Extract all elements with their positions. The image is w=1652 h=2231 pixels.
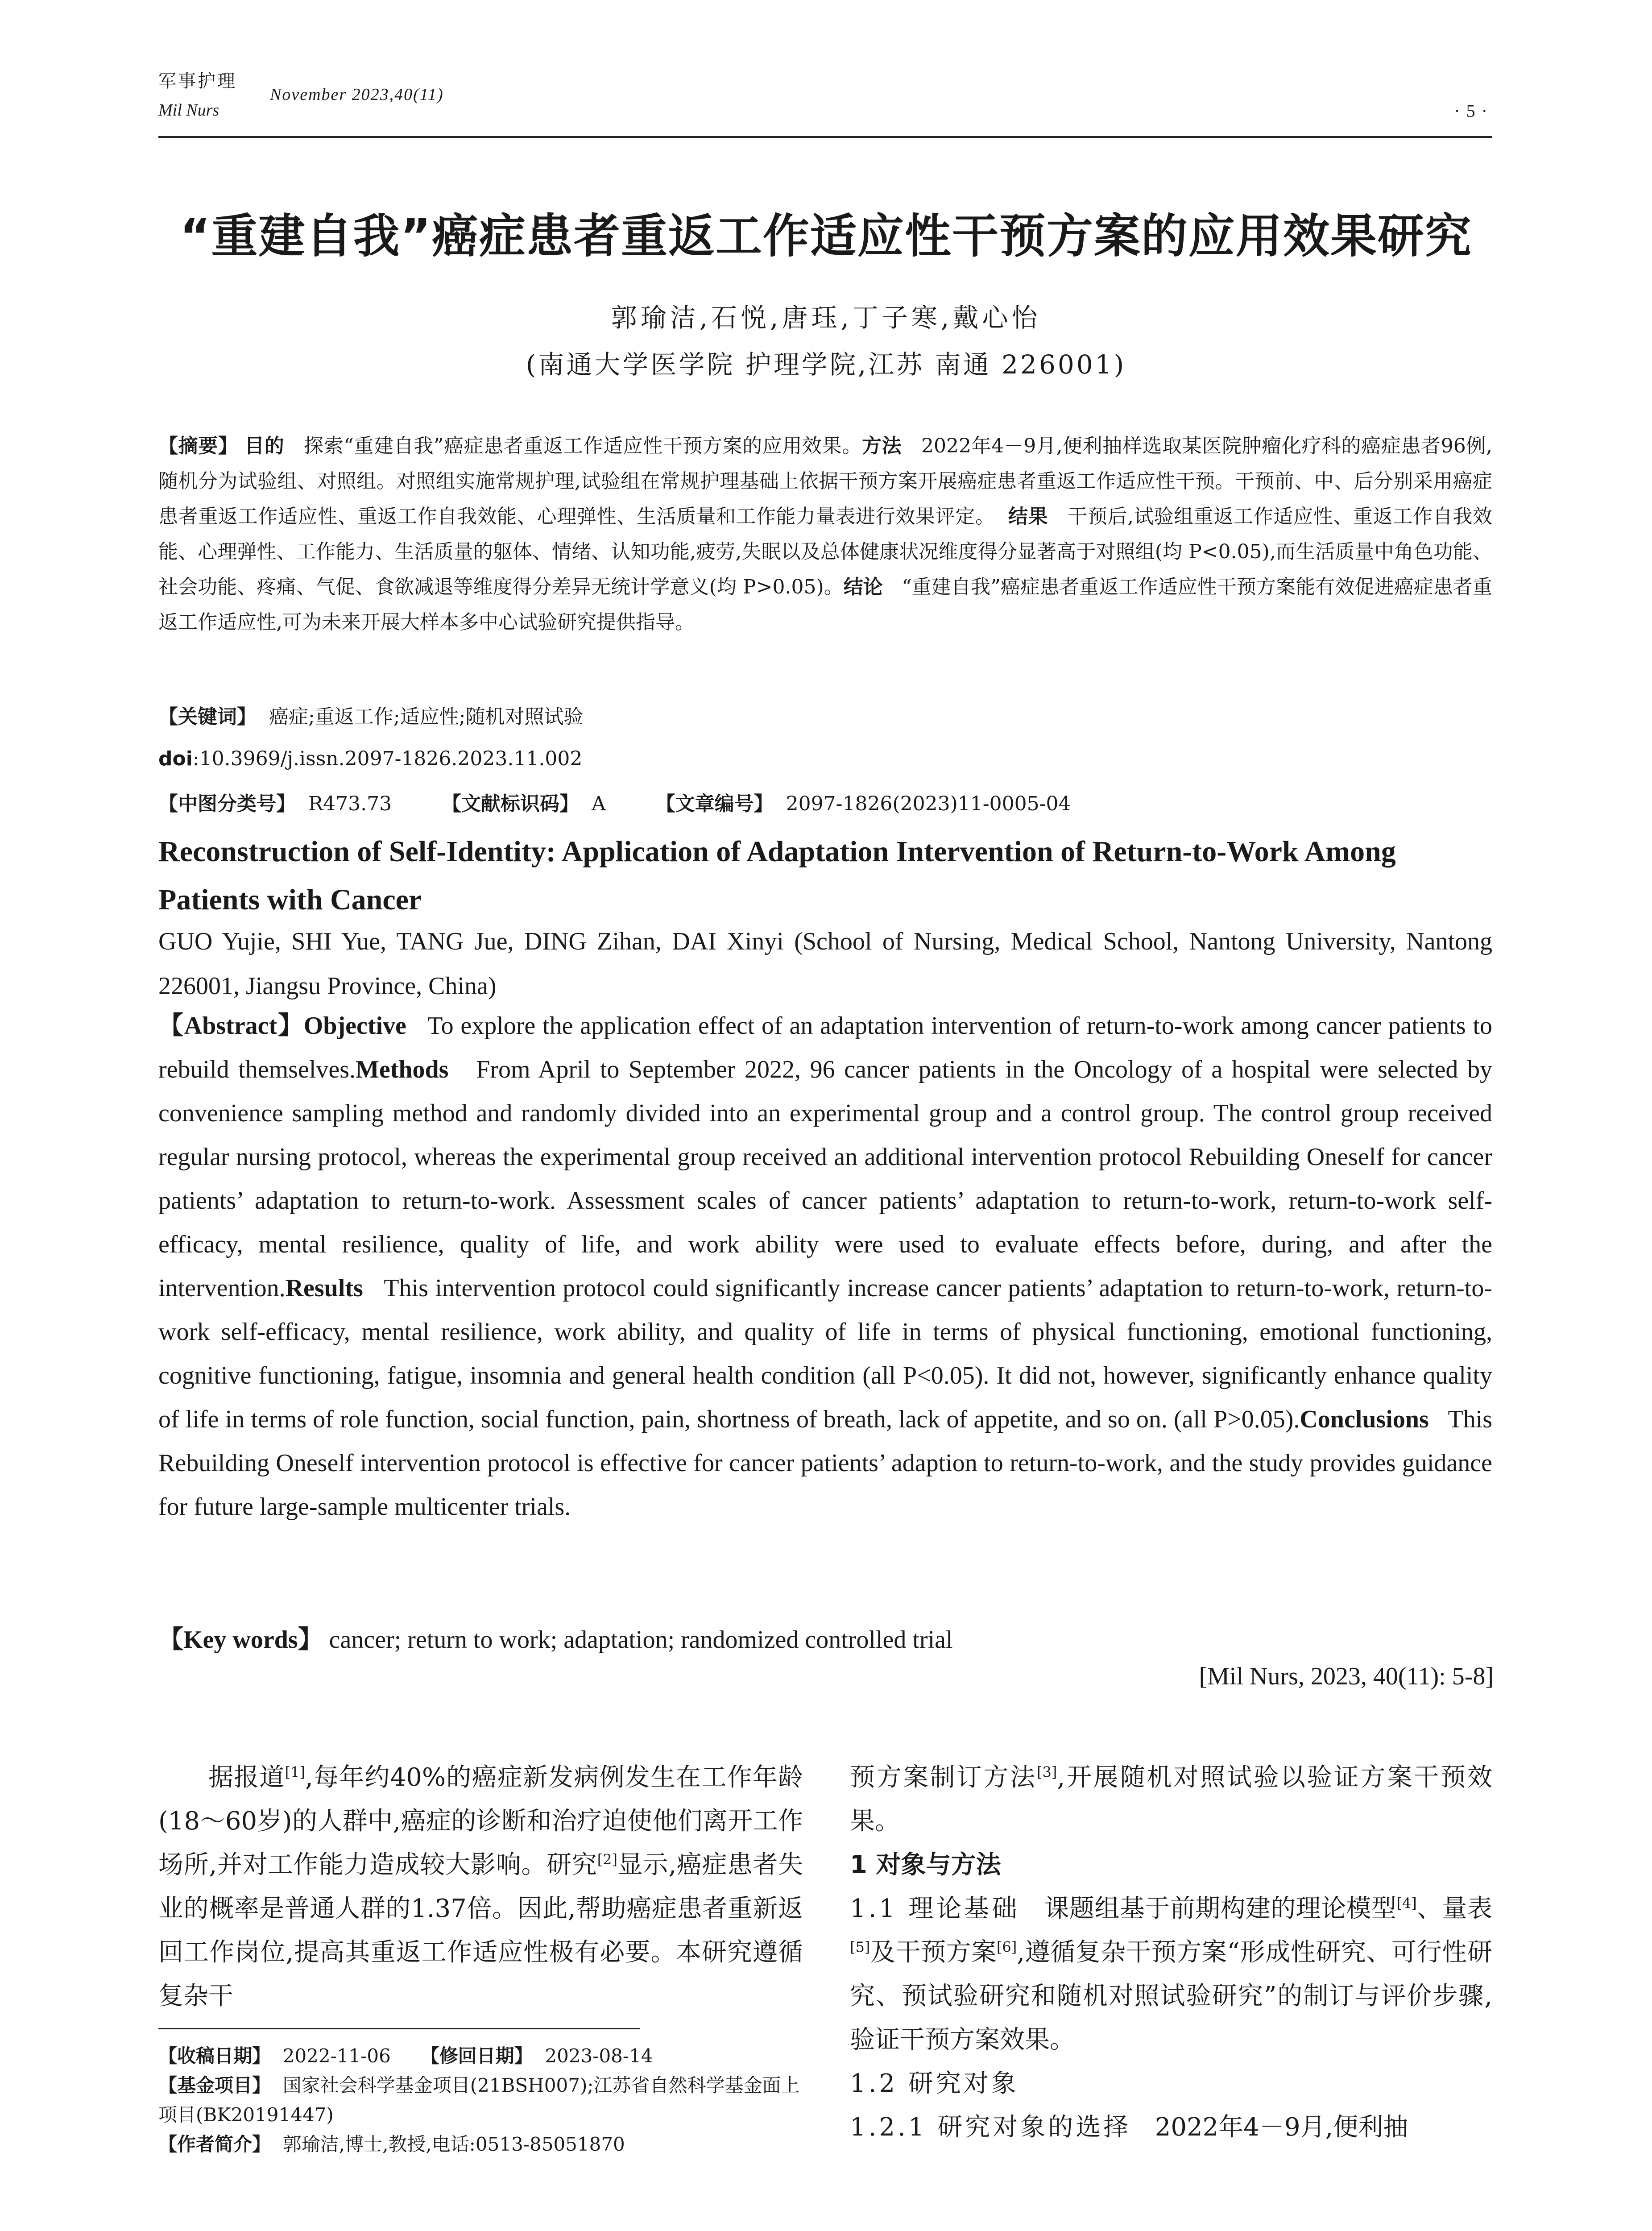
reference-6: [6] [996, 1938, 1017, 1956]
body-text: 显示,癌症患者失业的概率是普通人群的1.37倍。因此,帮助癌症患者重新返回工作岗位,提高其重返工作适应性极有必要。本研究遵循复杂干 [158, 1850, 803, 2011]
header-rule [158, 136, 1492, 138]
article-no-label: 【文章编号】 [655, 792, 774, 815]
section-heading: 1 对象与方法 [850, 1850, 1001, 1879]
authors-en: GUO Yujie, SHI Yue, TANG Jue, DING Zihan, DAI Xinyi (School of Nursing, Medical School, Nantong University, Nantong 226001, Jiangsu Province, China) [158, 928, 1492, 1000]
abstract-en-label: 【Abstract】 [158, 1012, 304, 1040]
issue-date: November 2023,40(11) [270, 85, 444, 104]
body-text: 及干预方案 [870, 1938, 997, 1967]
doi-value: :10.3969/j.issn.2097-1826.2023.11.002 [192, 747, 583, 770]
fund-label: 【基金项目】 [158, 2074, 271, 2096]
abstract-cn-conclusion-label: 结论 [843, 576, 883, 598]
doc-code-label: 【文献标识码】 [441, 792, 579, 815]
body-text: ,遵循复杂干预方案“形成性研究、可行性研究、预试验研究和随机对照试验研究”的制订与评价步骤,验证干预方案效果。 [850, 1938, 1492, 2054]
footnote-dates [158, 2041, 803, 2071]
author-bio-text: 郭瑜洁,博士,教授,电话:0513-85051870 [282, 2133, 625, 2155]
abstract-cn-methods: 2022年4－9月,便利抽样选取某医院肿瘤化疗科的癌症患者96例,随机分为试验组、对照组。对照组实施常规护理,试验组在常规护理基础上依据干预方案开展癌症患者重返工作适应性干预。干预前、中、后分别采用癌症患者重返工作适应性、重返工作自我效能、心理弹性、生活质量和工作能力量表进行效果评定。 [158, 435, 1492, 528]
body-text: 、量表 [1416, 1894, 1493, 1923]
abstract-en-conclusions: This Rebuilding Oneself intervention protocol is effective for cancer patients’ adaption to return-to-work, and the study provides guidance for future large-sample multicenter trials. [158, 1406, 1493, 1521]
reference-2: [2] [597, 1851, 618, 1868]
subsection-1-2-1 [850, 2106, 1492, 2149]
abstract-en-objective: To explore the application effect of an adaptation intervention of return-to-work among cancer patients to rebuild themselves. [158, 1012, 1493, 1083]
received-label: 【收稿日期】 [158, 2045, 271, 2067]
abstract-cn-results: 干预后,试验组重返工作适应性、重返工作自我效能、心理弹性、工作能力、生活质量的躯体、情绪、认知功能,疲劳,失眠以及总体健康状况维度得分显著高于对照组(均 P<0.05),而生活质量中角色功能、社会功能、疼痛、气促、食欲减退等维度得分差异无统计学意义(均 P>0.05)。 [158, 505, 1493, 598]
abstract-cn [158, 428, 1492, 640]
article-no-value: 2097-1826(2023)11-0005-04 [786, 792, 1071, 815]
journal-name-cn: 军事护理 [158, 71, 237, 91]
article-title-cn: “重建自我”癌症患者重返工作适应性干预方案的应用效果研究 [180, 209, 1472, 263]
reference-1: [1] [285, 1763, 305, 1781]
reference-5: [5] [850, 1938, 870, 1956]
abstract-cn-label: 【摘要】 [158, 435, 238, 457]
abstract-cn-objective: 探索“重建自我”癌症患者重返工作适应性干预方案的应用效果。 [304, 435, 862, 457]
page-number: ·5· [1454, 101, 1494, 121]
clc-label: 【中图分类号】 [158, 792, 296, 815]
fund-text: 国家社会科学基金项目(21BSH007);江苏省自然科学基金面上项目(BK20191447) [158, 2074, 800, 2126]
body-text: ,每年约40%的癌症新发病例发生在工作年龄(18～60岁)的人群中,癌症的诊断和治疗迫使他们离开工作场所,并对工作能力造成较大影响。研究 [158, 1763, 803, 1879]
body-text: ,开展随机对照试验以验证方案干预效果。 [850, 1763, 1492, 1836]
keywords-en-label: 【Key words】 [158, 1626, 323, 1654]
body-column-right [850, 1756, 1492, 2149]
body-column-left [158, 1756, 803, 2018]
abstract-cn-results-label: 结果 [1008, 505, 1048, 528]
paragraph [850, 1756, 1492, 1843]
received-date: 2022-11-06 [282, 2045, 391, 2067]
journal-name-en: Mil Nurs [158, 101, 219, 120]
reference-4: [4] [1396, 1895, 1417, 1912]
body-text: 预方案制订方法 [850, 1763, 1037, 1792]
doc-code-value: A [591, 792, 606, 815]
abstract-en-objective-label: Objective [303, 1012, 406, 1040]
clc-value: R473.73 [308, 792, 392, 815]
body-text: 2022年4－9月,便利抽 [1155, 2113, 1408, 2142]
keywords-cn-text: 癌症;重返工作;适应性;随机对照试验 [269, 705, 584, 728]
keywords-cn-label: 【关键词】 [158, 705, 257, 728]
revised-date: 2023-08-14 [545, 2045, 653, 2067]
abstract-cn-objective-label: 目的 [244, 435, 285, 457]
footnote-fund [158, 2071, 803, 2130]
abstract-en-methods: From April to September 2022, 96 cancer patients in the Oncology of a hospital were selected by convenience sampling method and randomly divided into an experimental group and a control group. The control group received regular nursing protocol, whereas the experimental group received an additional intervention protocol Rebuilding Oneself for cancer patients’ adaptation to return-to-work. Assessment scales of cancer patients’ adaptation to return-to-work, return-to-work self-efficacy, mental resilience, quality of life, and work ability were used to evaluate effects before, during, and after the intervention. [158, 1056, 1492, 1302]
abstract-en-results: This intervention protocol could significantly increase cancer patients’ adaptation to return-to-work, return-to-work self-efficacy, mental resilience, work ability, and quality of life in terms of physical functioning, emotional functioning, cognitive functioning, fatigue, insomnia and general health condition (all P<0.05). It did not, however, significantly enhance quality of life in terms of role function, social function, pain, shortness of breath, lack of appetite, and so on. (all P>0.05). [158, 1274, 1492, 1433]
citation: [Mil Nurs, 2023, 40(11): 5-8] [1199, 1663, 1494, 1690]
keywords-cn [158, 701, 583, 729]
classification-line [158, 788, 1492, 816]
subsection-1-1 [850, 1887, 1492, 2062]
body-text: 据报道 [208, 1763, 285, 1792]
affiliation-cn: (南通大学医学院 护理学院,江苏 南通 226001) [526, 349, 1126, 380]
keywords-en-text: cancer; return to work; adaptation; randomized controlled trial [329, 1626, 953, 1654]
abstract-cn-conclusion: “重建自我”癌症患者重返工作适应性干预方案能有效促进癌症患者重返工作适应性,可为未来开展大样本多中心试验研究提供指导。 [158, 576, 1493, 634]
authors-cn: 郭瑜洁,石悦,唐珏,丁子寒,戴心怡 [611, 303, 1041, 333]
abstract-en-results-label: Results [285, 1274, 363, 1302]
doi-line [158, 747, 582, 770]
abstract-en-methods-label: Methods [356, 1056, 449, 1083]
author-bio-label: 【作者简介】 [158, 2133, 271, 2155]
subsection-heading: 1.2.1 研究对象的选择 [850, 2113, 1131, 2142]
subsection-heading: 1.1 理论基础 [850, 1894, 1020, 1923]
doi-label: doi [158, 747, 193, 770]
body-text: 课题组基于前期构建的理论模型 [1044, 1894, 1397, 1923]
subsection-heading: 1.2 研究对象 [850, 2069, 1019, 2098]
keywords-en [158, 1620, 953, 1655]
footnote-author [158, 2130, 803, 2159]
abstract-en [158, 1004, 1492, 1529]
revised-label: 【修回日期】 [420, 2045, 533, 2067]
reference-3: [3] [1037, 1763, 1057, 1781]
abstract-en-conclusions-label: Conclusions [1300, 1406, 1429, 1433]
article-title-en: Reconstruction of Self-Identity: Application of Adaptation Intervention of Return-to-Work Among Patients with Cancer [158, 835, 1396, 916]
footnote-rule [158, 2028, 640, 2029]
abstract-cn-methods-label: 方法 [861, 435, 902, 457]
